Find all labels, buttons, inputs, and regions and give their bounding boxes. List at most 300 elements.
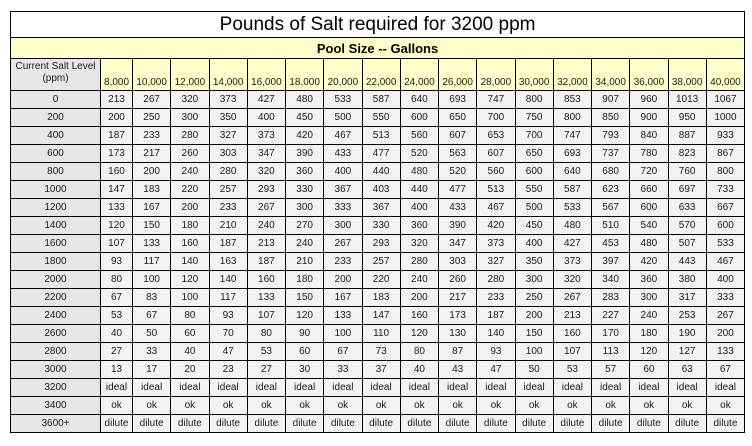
salt-pounds-cell: ideal	[133, 379, 171, 397]
salt-pounds-cell: ideal	[630, 379, 668, 397]
salt-pounds-cell: 600	[400, 109, 438, 127]
salt-pounds-cell: 160	[247, 271, 285, 289]
salt-pounds-cell: 373	[209, 91, 247, 109]
salt-pounds-cell: 150	[515, 325, 553, 343]
salt-pounds-cell: 67	[101, 289, 133, 307]
salt-pounds-cell: 107	[101, 235, 133, 253]
salt-pounds-cell: 433	[439, 199, 477, 217]
salt-pounds-cell: 210	[286, 253, 324, 271]
salt-pounds-cell: 43	[439, 361, 477, 379]
salt-pounds-cell: 63	[668, 361, 706, 379]
salt-pounds-cell: ok	[133, 397, 171, 415]
salt-pounds-cell: 520	[439, 163, 477, 181]
salt-pounds-cell: ideal	[362, 379, 400, 397]
salt-pounds-cell: 330	[362, 217, 400, 235]
salt-pounds-cell: 367	[362, 199, 400, 217]
salt-pounds-cell: 233	[477, 289, 515, 307]
salt-pounds-cell: 27	[101, 343, 133, 361]
salt-pounds-cell: 800	[553, 109, 591, 127]
salt-pounds-cell: 607	[477, 145, 515, 163]
column-header-pool-size: 20,000	[324, 59, 362, 91]
salt-pounds-cell: 217	[133, 145, 171, 163]
salt-pounds-cell: dilute	[286, 415, 324, 433]
salt-pounds-cell: 267	[324, 235, 362, 253]
salt-pounds-cell: 560	[477, 163, 515, 181]
current-salt-level-header	[11, 59, 101, 91]
salt-pounds-cell: 380	[668, 271, 706, 289]
salt-pounds-cell: 140	[171, 253, 209, 271]
salt-pounds-cell: ideal	[400, 379, 438, 397]
salt-pounds-cell: 90	[286, 325, 324, 343]
salt-pounds-cell: 200	[515, 307, 553, 325]
salt-pounds-cell: 420	[477, 217, 515, 235]
salt-pounds-cell: 907	[592, 91, 630, 109]
table-row	[11, 271, 745, 289]
salt-pounds-cell: ok	[630, 397, 668, 415]
salt-pounds-cell: 210	[209, 217, 247, 235]
salt-pounds-cell: 213	[553, 307, 591, 325]
salt-pounds-cell: 440	[362, 163, 400, 181]
salt-pounds-cell: 240	[171, 163, 209, 181]
salt-pounds-cell: 373	[553, 253, 591, 271]
salt-pounds-cell: ideal	[515, 379, 553, 397]
salt-pounds-cell: 303	[209, 145, 247, 163]
salt-pounds-cell: 47	[209, 343, 247, 361]
salt-pounds-cell: 367	[324, 181, 362, 199]
salt-pounds-cell: 533	[324, 91, 362, 109]
salt-pounds-cell: 800	[515, 91, 553, 109]
salt-level-label: 400	[11, 127, 101, 145]
salt-pounds-cell: 50	[515, 361, 553, 379]
salt-pounds-cell: 340	[592, 271, 630, 289]
salt-pounds-cell: 200	[133, 163, 171, 181]
salt-pounds-cell: 280	[209, 163, 247, 181]
salt-pounds-cell: 933	[706, 127, 744, 145]
salt-pounds-cell: 480	[553, 217, 591, 235]
salt-pounds-cell: dilute	[247, 415, 285, 433]
salt-pounds-cell: ideal	[439, 379, 477, 397]
salt-pounds-cell: dilute	[668, 415, 706, 433]
salt-pounds-cell: 130	[439, 325, 477, 343]
salt-pounds-cell: 520	[400, 145, 438, 163]
salt-pounds-cell: 100	[171, 289, 209, 307]
salt-pounds-cell: 360	[400, 217, 438, 235]
salt-pounds-cell: 253	[668, 307, 706, 325]
salt-level-label: 1800	[11, 253, 101, 271]
salt-pounds-cell: 533	[706, 235, 744, 253]
salt-pounds-cell: dilute	[553, 415, 591, 433]
salt-pounds-cell: 120	[400, 325, 438, 343]
salt-pounds-cell: 53	[553, 361, 591, 379]
salt-pounds-cell: 373	[247, 127, 285, 145]
salt-pounds-cell: 260	[171, 145, 209, 163]
salt-pounds-cell: 180	[630, 325, 668, 343]
salt-pounds-cell: dilute	[171, 415, 209, 433]
salt-pounds-cell: 450	[286, 109, 324, 127]
salt-pounds-cell: 300	[630, 289, 668, 307]
table-row	[11, 379, 745, 397]
salt-pounds-cell: 400	[706, 271, 744, 289]
salt-level-label: 600	[11, 145, 101, 163]
salt-pounds-cell: 400	[400, 199, 438, 217]
salt-pounds-cell: 107	[553, 343, 591, 361]
salt-pounds-cell: 347	[247, 145, 285, 163]
salt-pounds-cell: 420	[286, 127, 324, 145]
column-header-pool-size: 30,000	[515, 59, 553, 91]
salt-level-label: 1200	[11, 199, 101, 217]
salt-pounds-cell: 737	[592, 145, 630, 163]
salt-pounds-cell: 233	[133, 127, 171, 145]
salt-pounds-cell: 510	[592, 217, 630, 235]
salt-pounds-cell: 697	[668, 181, 706, 199]
salt-pounds-cell: 467	[477, 199, 515, 217]
salt-pounds-cell: 427	[553, 235, 591, 253]
table-row	[11, 235, 745, 253]
salt-pounds-cell: 950	[668, 109, 706, 127]
salt-pounds-cell: 190	[668, 325, 706, 343]
salt-pounds-cell: 467	[706, 253, 744, 271]
salt-pounds-cell: 640	[400, 91, 438, 109]
salt-pounds-cell: 240	[247, 217, 285, 235]
salt-pounds-cell: ok	[477, 397, 515, 415]
salt-pounds-cell: 213	[101, 91, 133, 109]
salt-requirement-table	[10, 11, 745, 433]
salt-pounds-cell: 390	[439, 217, 477, 235]
column-header-pool-size: 24,000	[400, 59, 438, 91]
salt-level-label: 2600	[11, 325, 101, 343]
salt-pounds-cell: 570	[668, 217, 706, 235]
salt-pounds-cell: 303	[439, 253, 477, 271]
salt-pounds-cell: 867	[706, 145, 744, 163]
salt-pounds-cell: 200	[324, 271, 362, 289]
salt-level-label: 3600+	[11, 415, 101, 433]
salt-pounds-cell: 327	[209, 127, 247, 145]
salt-pounds-cell: 373	[477, 235, 515, 253]
column-header-pool-size: 8,000	[101, 59, 133, 91]
salt-pounds-cell: 600	[515, 163, 553, 181]
salt-pounds-cell: 650	[515, 145, 553, 163]
salt-pounds-cell: 823	[668, 145, 706, 163]
salt-pounds-cell: 150	[133, 217, 171, 235]
salt-pounds-cell: 117	[209, 289, 247, 307]
column-header-pool-size: 16,000	[247, 59, 285, 91]
table-row	[11, 415, 745, 433]
column-header-pool-size: 18,000	[286, 59, 324, 91]
salt-pounds-cell: 560	[400, 127, 438, 145]
salt-pounds-cell: 333	[324, 199, 362, 217]
salt-pounds-cell: 283	[592, 289, 630, 307]
column-header-pool-size: 22,000	[362, 59, 400, 91]
salt-pounds-cell: 400	[247, 109, 285, 127]
salt-pounds-cell: 300	[515, 271, 553, 289]
salt-pounds-cell: 887	[668, 127, 706, 145]
salt-pounds-cell: 853	[553, 91, 591, 109]
column-header-pool-size: 36,000	[630, 59, 668, 91]
salt-pounds-cell: 300	[286, 199, 324, 217]
salt-pounds-cell: 267	[247, 199, 285, 217]
salt-pounds-cell: 280	[400, 253, 438, 271]
salt-pounds-cell: 267	[706, 307, 744, 325]
salt-pounds-cell: 960	[630, 91, 668, 109]
salt-pounds-cell: 117	[133, 253, 171, 271]
salt-pounds-cell: 607	[439, 127, 477, 145]
salt-pounds-cell: 187	[477, 307, 515, 325]
salt-pounds-cell: 700	[477, 109, 515, 127]
table-row	[11, 163, 745, 181]
salt-pounds-cell: 220	[171, 181, 209, 199]
salt-pounds-cell: 250	[133, 109, 171, 127]
salt-pounds-cell: 87	[439, 343, 477, 361]
salt-level-label: 800	[11, 163, 101, 181]
salt-pounds-cell: 1000	[706, 109, 744, 127]
salt-pounds-cell: 160	[553, 325, 591, 343]
salt-pounds-cell: 267	[133, 91, 171, 109]
salt-pounds-cell: 220	[362, 271, 400, 289]
salt-pounds-cell: 233	[324, 253, 362, 271]
salt-pounds-cell: 477	[362, 145, 400, 163]
salt-pounds-cell: 330	[286, 181, 324, 199]
title-row	[11, 12, 745, 38]
salt-pounds-cell: 420	[630, 253, 668, 271]
salt-pounds-cell: 800	[706, 163, 744, 181]
salt-pounds-cell: 120	[171, 271, 209, 289]
salt-level-label: 2200	[11, 289, 101, 307]
salt-pounds-cell: 163	[209, 253, 247, 271]
salt-pounds-cell: 360	[286, 163, 324, 181]
salt-pounds-cell: 13	[101, 361, 133, 379]
salt-pounds-cell: 640	[553, 163, 591, 181]
salt-pounds-cell: 300	[324, 217, 362, 235]
salt-pounds-cell: 360	[630, 271, 668, 289]
table-row	[11, 307, 745, 325]
salt-pounds-cell: 660	[630, 181, 668, 199]
salt-pounds-cell: 147	[362, 307, 400, 325]
salt-pounds-cell: 467	[324, 127, 362, 145]
salt-pounds-cell: dilute	[630, 415, 668, 433]
salt-pounds-cell: 107	[247, 307, 285, 325]
salt-pounds-cell: 133	[706, 343, 744, 361]
table-row	[11, 253, 745, 271]
salt-pounds-cell: 160	[400, 307, 438, 325]
salt-pounds-cell: 93	[209, 307, 247, 325]
salt-pounds-cell: 60	[630, 361, 668, 379]
salt-pounds-cell: 270	[286, 217, 324, 235]
salt-pounds-cell: 700	[515, 127, 553, 145]
salt-pounds-cell: 180	[286, 271, 324, 289]
salt-pounds-cell: 180	[171, 217, 209, 235]
salt-pounds-cell: 533	[553, 199, 591, 217]
salt-pounds-cell: 57	[592, 361, 630, 379]
salt-pounds-cell: 397	[592, 253, 630, 271]
salt-pounds-cell: 67	[324, 343, 362, 361]
salt-pounds-cell: 480	[286, 91, 324, 109]
salt-pounds-cell: 453	[592, 235, 630, 253]
salt-pounds-cell: dilute	[592, 415, 630, 433]
salt-pounds-cell: 780	[630, 145, 668, 163]
salt-pounds-cell: dilute	[324, 415, 362, 433]
salt-pounds-cell: 567	[592, 199, 630, 217]
salt-pounds-cell: 300	[171, 109, 209, 127]
table-row	[11, 109, 745, 127]
salt-pounds-cell: 93	[101, 253, 133, 271]
salt-pounds-cell: 257	[209, 181, 247, 199]
salt-pounds-cell: ok	[209, 397, 247, 415]
salt-pounds-cell: 187	[101, 127, 133, 145]
salt-pounds-cell: 200	[101, 109, 133, 127]
salt-pounds-cell: 587	[362, 91, 400, 109]
salt-pounds-cell: 73	[362, 343, 400, 361]
salt-pounds-cell: 280	[477, 271, 515, 289]
salt-pounds-cell: 23	[209, 361, 247, 379]
salt-pounds-cell: 53	[247, 343, 285, 361]
salt-pounds-cell: 320	[400, 235, 438, 253]
salt-pounds-cell: 317	[668, 289, 706, 307]
salt-pounds-cell: ok	[286, 397, 324, 415]
salt-pounds-cell: 167	[324, 289, 362, 307]
salt-pounds-cell: 80	[400, 343, 438, 361]
salt-pounds-cell: 500	[515, 199, 553, 217]
salt-pounds-cell: 540	[630, 217, 668, 235]
column-header-pool-size: 32,000	[553, 59, 591, 91]
table-row	[11, 289, 745, 307]
salt-pounds-cell: 37	[362, 361, 400, 379]
column-header-pool-size: 40,000	[706, 59, 744, 91]
salt-pounds-cell: 80	[247, 325, 285, 343]
salt-pounds-cell: 267	[553, 289, 591, 307]
table-row	[11, 217, 745, 235]
salt-pounds-cell: 147	[101, 181, 133, 199]
salt-pounds-cell: 173	[101, 145, 133, 163]
salt-pounds-cell: 760	[668, 163, 706, 181]
salt-pounds-cell: 260	[439, 271, 477, 289]
column-header-row	[11, 59, 745, 91]
salt-pounds-cell: 33	[324, 361, 362, 379]
salt-pounds-cell: 440	[400, 181, 438, 199]
salt-pounds-cell: ideal	[247, 379, 285, 397]
salt-pounds-cell: 30	[286, 361, 324, 379]
salt-pounds-cell: 53	[101, 307, 133, 325]
salt-pounds-cell: 450	[515, 217, 553, 235]
table-title: Pounds of Salt required for 3200 ppm	[11, 12, 745, 38]
salt-pounds-cell: 1013	[668, 91, 706, 109]
salt-pounds-cell: 427	[247, 91, 285, 109]
salt-pounds-cell: 120	[101, 217, 133, 235]
salt-pounds-cell: 633	[668, 199, 706, 217]
salt-pounds-cell: 133	[324, 307, 362, 325]
salt-pounds-cell: 433	[324, 145, 362, 163]
salt-pounds-cell: dilute	[133, 415, 171, 433]
salt-pounds-cell: 160	[171, 235, 209, 253]
salt-level-label: 200	[11, 109, 101, 127]
salt-pounds-cell: 390	[286, 145, 324, 163]
salt-pounds-cell: 667	[706, 199, 744, 217]
salt-pounds-cell: 733	[706, 181, 744, 199]
salt-pounds-cell: 113	[592, 343, 630, 361]
salt-level-label: 1400	[11, 217, 101, 235]
salt-level-label: 2000	[11, 271, 101, 289]
salt-pounds-cell: 200	[706, 325, 744, 343]
salt-pounds-cell: 167	[133, 199, 171, 217]
salt-pounds-cell: 480	[630, 235, 668, 253]
salt-pounds-cell: 20	[171, 361, 209, 379]
salt-pounds-cell: ok	[553, 397, 591, 415]
salt-pounds-cell: ok	[362, 397, 400, 415]
salt-pounds-cell: 350	[515, 253, 553, 271]
salt-pounds-cell: 840	[630, 127, 668, 145]
salt-pounds-cell: 227	[592, 307, 630, 325]
salt-pounds-cell: dilute	[706, 415, 744, 433]
salt-pounds-cell: dilute	[362, 415, 400, 433]
salt-pounds-cell: 693	[553, 145, 591, 163]
pool-size-header: Pool Size -- Gallons	[11, 38, 745, 59]
salt-pounds-cell: 720	[630, 163, 668, 181]
salt-pounds-cell: 80	[101, 271, 133, 289]
salt-pounds-cell: 67	[706, 361, 744, 379]
salt-pounds-cell: 333	[706, 289, 744, 307]
column-header-pool-size: 34,000	[592, 59, 630, 91]
salt-pounds-cell: 507	[668, 235, 706, 253]
salt-pounds-cell: 477	[439, 181, 477, 199]
salt-pounds-cell: 240	[286, 235, 324, 253]
salt-pounds-cell: 60	[171, 325, 209, 343]
salt-pounds-cell: 200	[400, 289, 438, 307]
salt-level-label: 3000	[11, 361, 101, 379]
salt-pounds-cell: ok	[247, 397, 285, 415]
salt-pounds-cell: ok	[101, 397, 133, 415]
table-row	[11, 325, 745, 343]
salt-pounds-cell: ideal	[286, 379, 324, 397]
salt-pounds-cell: 257	[362, 253, 400, 271]
salt-pounds-cell: 183	[133, 181, 171, 199]
salt-pounds-cell: 160	[101, 163, 133, 181]
salt-pounds-cell: 1067	[706, 91, 744, 109]
salt-pounds-cell: ok	[515, 397, 553, 415]
salt-pounds-cell: 653	[477, 127, 515, 145]
column-header-pool-size: 26,000	[439, 59, 477, 91]
salt-pounds-cell: 27	[247, 361, 285, 379]
salt-pounds-cell: 217	[439, 289, 477, 307]
salt-pounds-cell: 347	[439, 235, 477, 253]
salt-level-label: 3200	[11, 379, 101, 397]
salt-pounds-cell: 750	[515, 109, 553, 127]
table-row	[11, 361, 745, 379]
salt-pounds-cell: ok	[592, 397, 630, 415]
salt-pounds-cell: ok	[706, 397, 744, 415]
salt-pounds-cell: 187	[247, 253, 285, 271]
salt-pounds-cell: 240	[630, 307, 668, 325]
salt-pounds-cell: dilute	[101, 415, 133, 433]
salt-pounds-cell: 33	[133, 343, 171, 361]
salt-pounds-cell: 110	[362, 325, 400, 343]
salt-pounds-cell: 50	[133, 325, 171, 343]
salt-level-label: 2400	[11, 307, 101, 325]
salt-pounds-cell: 563	[439, 145, 477, 163]
salt-pounds-cell: 550	[362, 109, 400, 127]
salt-pounds-cell: ideal	[668, 379, 706, 397]
salt-pounds-cell: ideal	[171, 379, 209, 397]
salt-pounds-cell: 140	[477, 325, 515, 343]
salt-pounds-cell: 600	[630, 199, 668, 217]
column-header-pool-size: 14,000	[209, 59, 247, 91]
salt-pounds-cell: 40	[171, 343, 209, 361]
salt-pounds-cell: 213	[247, 235, 285, 253]
salt-pounds-cell: ideal	[101, 379, 133, 397]
salt-pounds-cell: 747	[553, 127, 591, 145]
salt-pounds-cell: 513	[477, 181, 515, 199]
salt-pounds-cell: 403	[362, 181, 400, 199]
salt-pounds-cell: 350	[209, 109, 247, 127]
salt-pounds-cell: 133	[101, 199, 133, 217]
